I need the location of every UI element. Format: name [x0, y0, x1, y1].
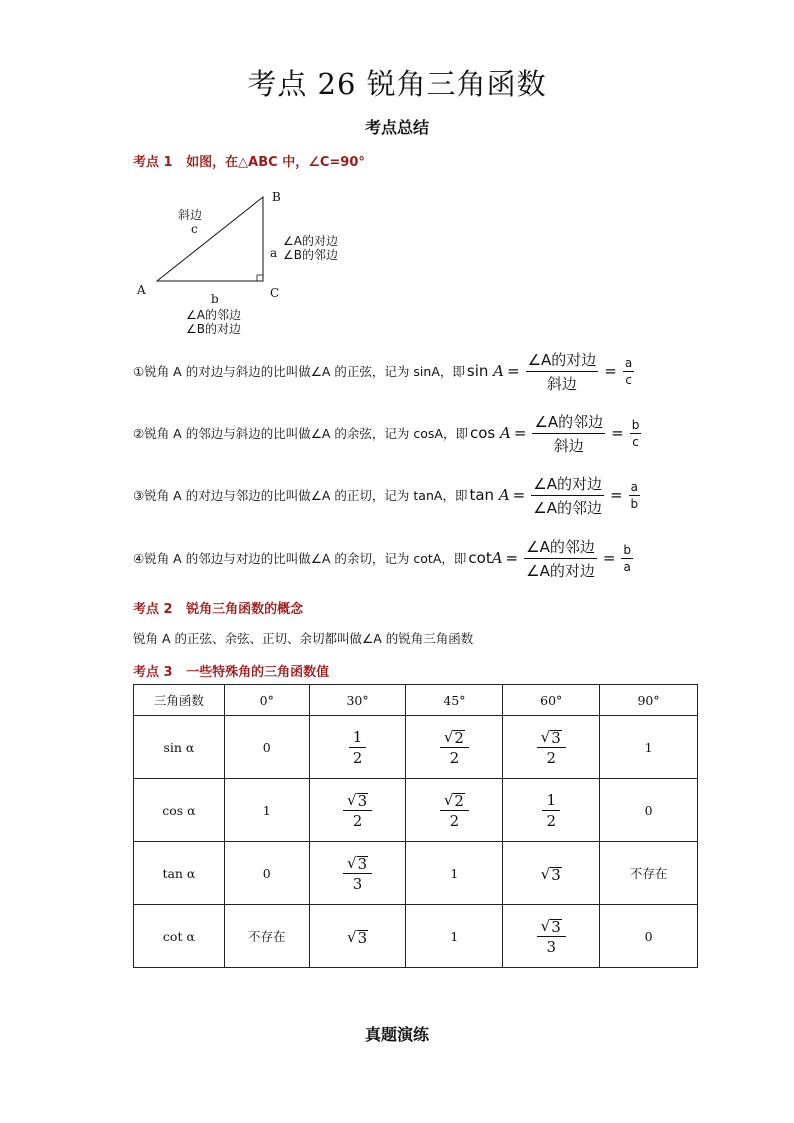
- table-row: [134, 779, 698, 842]
- fraction: √ 3 2: [537, 727, 566, 767]
- fn-var: A: [493, 362, 504, 380]
- radical: √ 3: [347, 791, 368, 810]
- kd3-label: 考点 3: [133, 665, 173, 680]
- fraction: √ 2 2: [440, 727, 469, 767]
- rule-sine: ①锐角 A 的对边与斜边的比叫做∠A 的正弦，记为 sinA，即 sin A = $\frac{\text{∠A的对边}}{\text{斜边}}$ = $\frac{a}{c}$: [133, 350, 633, 393]
- value-cell: [503, 779, 600, 842]
- letter-fraction: $\frac{b}{a}$: [623, 542, 632, 574]
- word-fraction: $\frac{\text{∠A的邻边}}{\text{∠A的对边}}$: [526, 537, 595, 580]
- side-b-line2: ∠B的对边: [186, 322, 241, 336]
- vertex-c: C: [270, 286, 280, 300]
- rule-text: ①锐角 A 的对边与斜边的比叫做∠A 的正弦，记为 sinA，即: [133, 364, 465, 379]
- hypotenuse-letter: c: [191, 222, 198, 236]
- radical: √ 3: [540, 728, 561, 747]
- fn-cell: tan α: [134, 842, 225, 905]
- value-cell: 0: [600, 905, 698, 968]
- rule-text: ④锐角 A 的邻边与对边的比叫做∠A 的余切，记为 cotA，即: [133, 551, 467, 566]
- practice-heading: 真题演练: [364, 1025, 429, 1044]
- fn-name: cos: [470, 424, 496, 442]
- value-cell: [309, 779, 406, 842]
- side-b-line1: ∠A的邻边: [186, 308, 241, 322]
- kd1-label: 考点 1: [133, 155, 173, 170]
- fn-name: cot: [468, 549, 492, 567]
- vertex-a: A: [137, 283, 146, 297]
- table-header-row: [134, 685, 698, 716]
- kd2-text: 锐角三角函数的概念: [186, 602, 304, 617]
- fn-var: A: [500, 424, 511, 442]
- kd3-text: 一些特殊角的三角函数值: [186, 665, 330, 680]
- side-b-letter: b: [211, 292, 219, 306]
- value-cell: [503, 842, 600, 905]
- fn-cell: cos α: [134, 779, 225, 842]
- letter-fraction: $\frac{a}{c}$: [624, 355, 633, 387]
- value-cell: [309, 905, 406, 968]
- value-cell: 不存在: [600, 842, 698, 905]
- kd1-text: 如图，在△ABC 中，∠C=90°: [186, 155, 365, 170]
- table-row: [134, 716, 698, 779]
- table-row: [134, 842, 698, 905]
- rule-cotangent: ④锐角 A 的邻边与对边的比叫做∠A 的余切，记为 cotA，即 cotA = $\frac{\text{∠A的邻边}}{\text{∠A的对边}}$ = $\frac{b}{a}$: [133, 537, 632, 580]
- value-cell: [406, 779, 503, 842]
- table-header: 30°: [309, 685, 406, 716]
- fraction: $\frac{1}{2}$: [542, 791, 560, 830]
- side-a-letter: a: [270, 246, 278, 260]
- vertex-b: B: [272, 190, 281, 204]
- fn-var: A: [491, 549, 503, 567]
- table-row: [134, 905, 698, 968]
- value-cell: [309, 716, 406, 779]
- value-cell: 1: [406, 905, 503, 968]
- fraction: √ 3 2: [343, 790, 372, 830]
- hypotenuse-label: 斜边: [178, 208, 203, 222]
- radical: √ 3: [347, 927, 368, 947]
- rule-text: ③锐角 A 的对边与邻边的比叫做∠A 的正切，记为 tanA，即: [133, 488, 468, 503]
- letter-fraction: $\frac{a}{b}$: [630, 479, 639, 511]
- value-cell: [503, 905, 600, 968]
- value-cell: 0: [224, 842, 309, 905]
- radical: √ 3: [347, 854, 368, 873]
- table-header: 45°: [406, 685, 503, 716]
- right-angle-mark: [257, 275, 263, 281]
- kd2-heading: [133, 598, 303, 617]
- word-fraction: $\frac{\text{∠A的对边}}{\text{∠A的邻边}}$: [533, 474, 602, 517]
- fn-cell: sin α: [134, 716, 225, 779]
- value-cell: 1: [224, 779, 309, 842]
- fn-name: tan: [469, 486, 495, 504]
- rule-cosine: ②锐角 A 的邻边与斜边的比叫做∠A 的余弦，记为 cosA，即 cos A = $\frac{\text{∠A的邻边}}{\text{斜边}}$ = $\frac{b}{c}$: [133, 412, 640, 455]
- word-fraction: $\frac{\text{∠A的邻边}}{\text{斜边}}$: [534, 412, 604, 455]
- value-cell: 0: [224, 716, 309, 779]
- word-fraction: $\frac{\text{∠A的对边}}{\text{斜边}}$: [527, 350, 597, 393]
- value-cell: [406, 716, 503, 779]
- fn-cell: cot α: [134, 905, 225, 968]
- radical: √ 3: [540, 917, 561, 936]
- table-header: 三角函数: [134, 685, 225, 716]
- fn-name: sin: [466, 362, 489, 380]
- fraction: √ 2 2: [440, 790, 469, 830]
- kd2-body: 锐角 A 的正弦、余弦、正切、余切都叫做∠A 的锐角三角函数: [133, 631, 474, 646]
- fraction: √ 3 3: [343, 853, 372, 893]
- value-cell: [309, 842, 406, 905]
- radical: √ 2: [443, 791, 464, 810]
- value-cell: 不存在: [224, 905, 309, 968]
- side-a-line2: ∠B的邻边: [283, 248, 338, 262]
- side-a-line1: ∠A的对边: [283, 234, 338, 248]
- fraction: $\frac{1}{2}$: [349, 728, 367, 767]
- kd1-heading: [133, 151, 365, 170]
- special-angles-table: [133, 684, 698, 968]
- value-cell: 1: [406, 842, 503, 905]
- value-cell: 0: [600, 779, 698, 842]
- section-subtitle: 考点总结: [364, 118, 429, 137]
- value-cell: 1: [600, 716, 698, 779]
- rule-text: ②锐角 A 的邻边与斜边的比叫做∠A 的余弦，记为 cosA，即: [133, 426, 468, 441]
- fn-var: A: [498, 486, 510, 504]
- table-header: 0°: [224, 685, 309, 716]
- kd3-heading: [133, 661, 329, 680]
- rule-tangent: ③锐角 A 的对边与邻边的比叫做∠A 的正切，记为 tanA，即 tan A = $\frac{\text{∠A的对边}}{\text{∠A的邻边}}$ = $\frac{a}{b}$: [133, 474, 639, 517]
- fraction: √ 3 3: [537, 916, 566, 956]
- radical: √ 3: [540, 864, 561, 884]
- value-cell: [503, 716, 600, 779]
- table-header: 60°: [503, 685, 600, 716]
- page-title: 考点 26 锐角三角函数: [247, 67, 547, 101]
- kd2-label: 考点 2: [133, 602, 173, 617]
- letter-fraction: $\frac{b}{c}$: [631, 417, 640, 449]
- table-header: 90°: [600, 685, 698, 716]
- triangle-shape: [157, 197, 263, 281]
- radical: √ 2: [443, 728, 464, 747]
